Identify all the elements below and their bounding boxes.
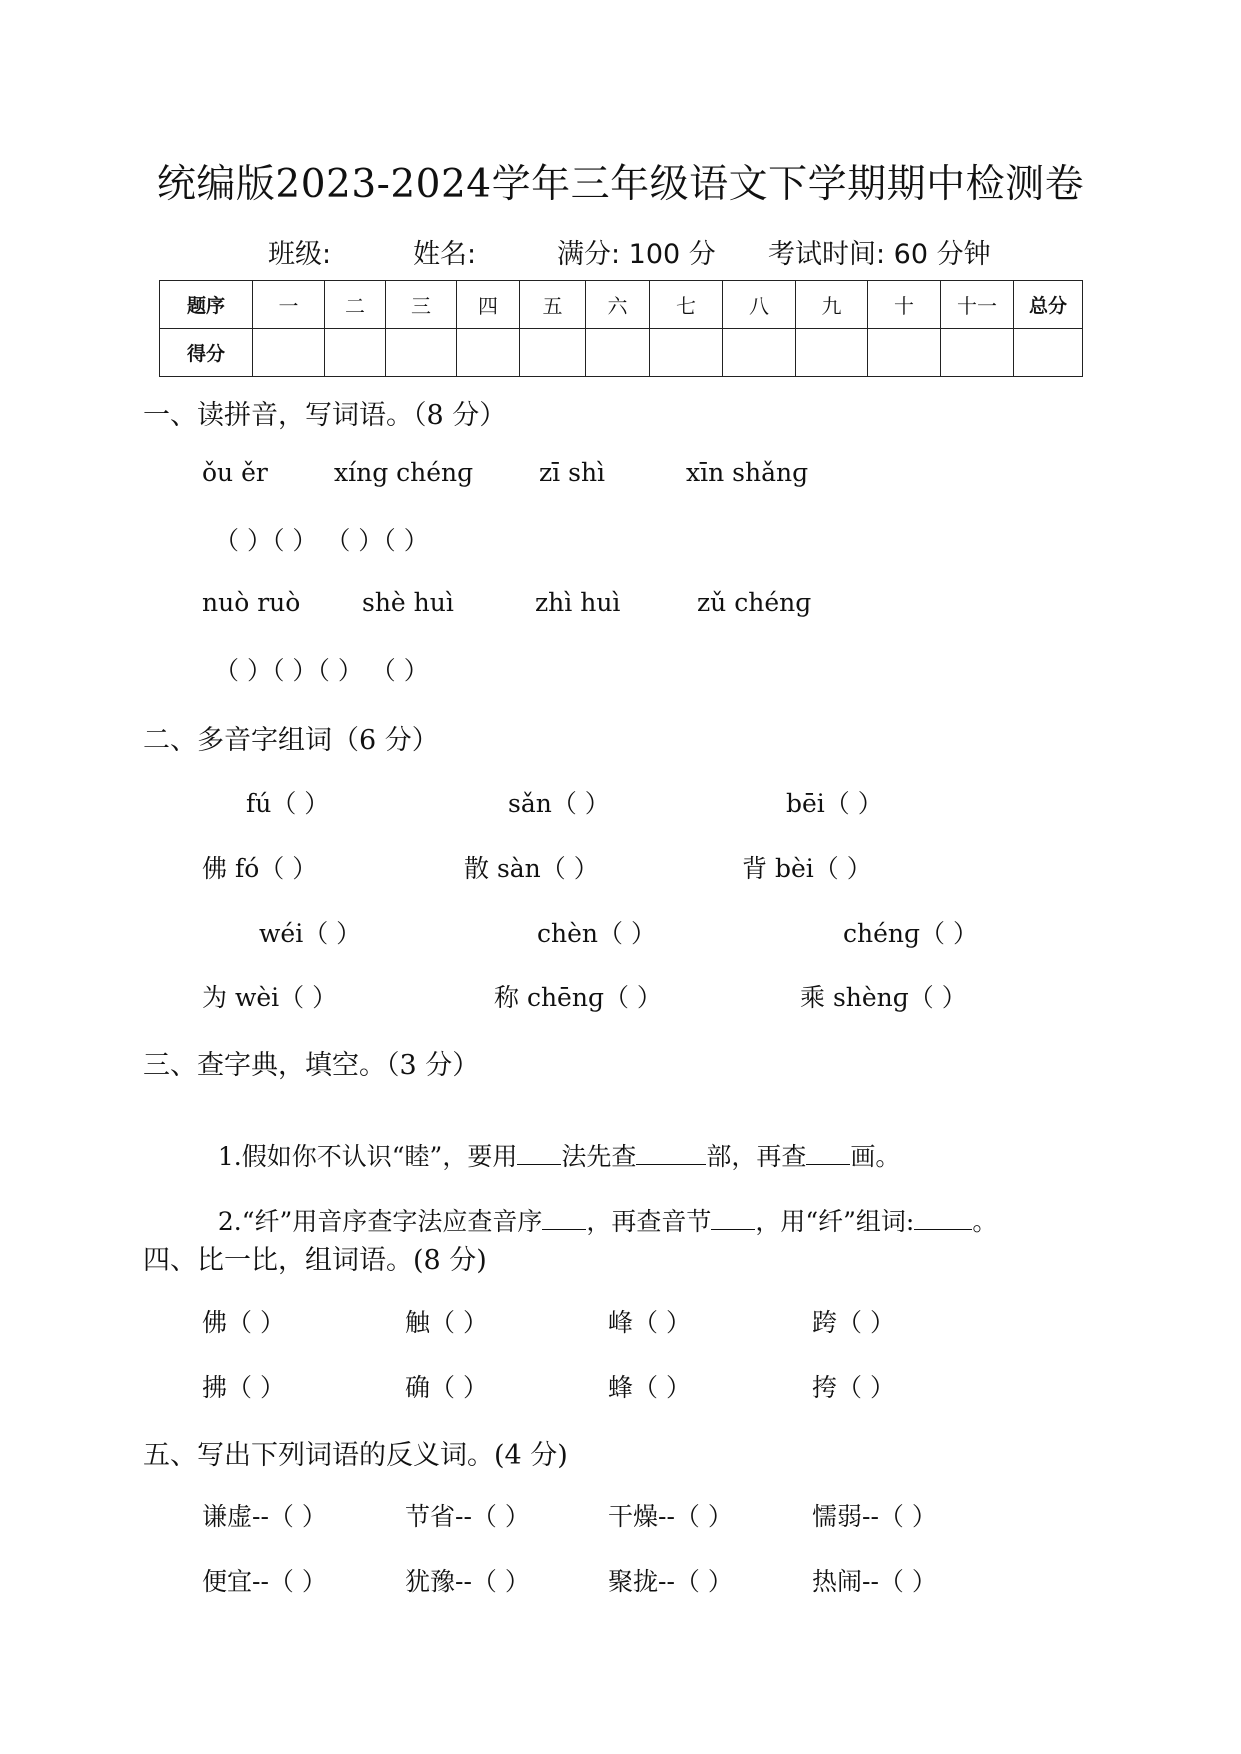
score-cell[interactable] <box>457 329 520 377</box>
score-table-score-row <box>160 329 1083 377</box>
section2-heading: 二、多音字组词（6 分） <box>143 725 439 756</box>
pinyin-item: nuò ruò <box>202 588 301 617</box>
polyphone-item[interactable]: 散 sàn（ ） <box>464 854 599 883</box>
compare-item[interactable]: 确（ ） <box>405 1373 488 1402</box>
question-text: 画。 <box>850 1142 901 1171</box>
column-header: 二 <box>325 281 386 329</box>
compare-item[interactable]: 佛（ ） <box>202 1308 285 1337</box>
column-header: 一 <box>253 281 325 329</box>
exam-time-label: 考试时间: 60 分钟 <box>768 239 991 270</box>
compare-item[interactable]: 蜂（ ） <box>608 1373 691 1402</box>
name-label: 姓名: <box>413 239 477 270</box>
antonym-item[interactable]: 便宜--（ ） <box>202 1567 327 1596</box>
question-text: 法先查 <box>561 1142 637 1171</box>
compare-item[interactable]: 触（ ） <box>405 1308 488 1337</box>
score-cell[interactable] <box>650 329 723 377</box>
pinyin-item: zī shì <box>539 458 606 487</box>
question-text: 2.“纤”用音序查字法应查音序 <box>217 1207 543 1236</box>
column-header: 九 <box>796 281 868 329</box>
score-cell[interactable] <box>941 329 1014 377</box>
antonym-item[interactable]: 节省--（ ） <box>405 1502 530 1531</box>
column-header: 八 <box>723 281 796 329</box>
antonym-item[interactable]: 犹豫--（ ） <box>405 1567 530 1596</box>
antonym-item[interactable]: 聚拢--（ ） <box>608 1567 733 1596</box>
score-table <box>159 280 1083 377</box>
question-text: ，用“纤”组词: <box>755 1207 915 1236</box>
total-score-header: 总分 <box>1014 281 1083 329</box>
fill-blank[interactable] <box>542 1207 586 1230</box>
pinyin-item: xīn shǎnɡ <box>686 458 809 487</box>
section1-heading: 一、读拼音，写词语。（8 分） <box>143 400 507 431</box>
column-header: 十一 <box>941 281 1014 329</box>
answer-parentheses-row[interactable]: （ ）（ ） （ ）（ ） <box>214 526 429 555</box>
score-cell[interactable] <box>586 329 650 377</box>
question-text: 。 <box>972 1207 998 1236</box>
score-cell[interactable] <box>520 329 586 377</box>
pinyin-item: zhì huì <box>535 588 621 617</box>
antonym-item[interactable]: 干燥--（ ） <box>608 1502 733 1531</box>
polyphone-item[interactable]: 乘 shènɡ（ ） <box>800 983 967 1012</box>
score-cell[interactable] <box>796 329 868 377</box>
pinyin-item: zǔ chénɡ <box>697 588 812 617</box>
polyphone-item[interactable]: wéi（ ） <box>259 919 362 948</box>
pinyin-item: shè huì <box>362 588 454 617</box>
polyphone-item[interactable]: fú（ ） <box>246 789 330 818</box>
column-header: 十 <box>868 281 941 329</box>
column-header: 四 <box>457 281 520 329</box>
section5-heading: 五、写出下列词语的反义词。(4 分) <box>143 1440 568 1471</box>
polyphone-item[interactable]: 为 wèi（ ） <box>202 983 338 1012</box>
section4-heading: 四、比一比，组词语。(8 分) <box>143 1245 487 1276</box>
column-header: 六 <box>586 281 650 329</box>
question-text: 1.假如你不认识“睦”，要用 <box>217 1142 518 1171</box>
section3-heading: 三、查字典，填空。（3 分） <box>143 1050 480 1081</box>
compare-item[interactable]: 峰（ ） <box>608 1308 691 1337</box>
fill-blank[interactable] <box>806 1142 850 1165</box>
page-title: 统编版2023-2024学年三年级语文下学期期中检测卷 <box>156 162 1085 207</box>
antonym-item[interactable]: 谦虚--（ ） <box>202 1502 327 1531</box>
polyphone-item[interactable]: chénɡ（ ） <box>843 919 978 948</box>
score-cell[interactable] <box>253 329 325 377</box>
fill-blank[interactable] <box>711 1207 755 1230</box>
answer-parentheses-row[interactable]: （ ）（ ）（ ） （ ） <box>214 656 429 685</box>
score-cell[interactable] <box>868 329 941 377</box>
dictionary-question-2 <box>202 1173 997 1238</box>
compare-item[interactable]: 挎（ ） <box>812 1373 895 1402</box>
score-cell[interactable] <box>325 329 386 377</box>
polyphone-item[interactable]: 称 chēnɡ（ ） <box>494 983 662 1012</box>
fill-blank[interactable] <box>517 1142 561 1165</box>
antonym-item[interactable]: 懦弱--（ ） <box>812 1502 937 1531</box>
fill-blank[interactable] <box>636 1142 706 1165</box>
question-text: ，再查音节 <box>586 1207 712 1236</box>
compare-item[interactable]: 跨（ ） <box>812 1308 895 1337</box>
polyphone-item[interactable]: bēi（ ） <box>786 789 883 818</box>
antonym-item[interactable]: 热闹--（ ） <box>812 1567 937 1596</box>
polyphone-item[interactable]: chèn（ ） <box>537 919 656 948</box>
column-header: 五 <box>520 281 586 329</box>
polyphone-item[interactable]: sǎn（ ） <box>508 789 610 818</box>
polyphone-item[interactable]: 佛 fó（ ） <box>202 854 318 883</box>
fill-blank[interactable] <box>914 1207 972 1230</box>
full-score-label: 满分: 100 分 <box>557 239 716 270</box>
pinyin-item: xíng chénɡ <box>334 458 474 487</box>
compare-item[interactable]: 拂（ ） <box>202 1373 285 1402</box>
score-cell[interactable] <box>386 329 457 377</box>
pinyin-item: ǒu ěr <box>202 458 268 487</box>
question-text: 部，再查 <box>706 1142 807 1171</box>
score-cell[interactable] <box>723 329 796 377</box>
polyphone-item[interactable]: 背 bèi（ ） <box>742 854 872 883</box>
score-row-label: 得分 <box>160 329 253 377</box>
class-label: 班级: <box>268 239 332 270</box>
question-number-header: 题序 <box>160 281 253 329</box>
score-cell[interactable] <box>1014 329 1083 377</box>
dictionary-question-1 <box>202 1108 900 1173</box>
column-header: 七 <box>650 281 723 329</box>
score-table-header-row <box>160 281 1083 329</box>
column-header: 三 <box>386 281 457 329</box>
